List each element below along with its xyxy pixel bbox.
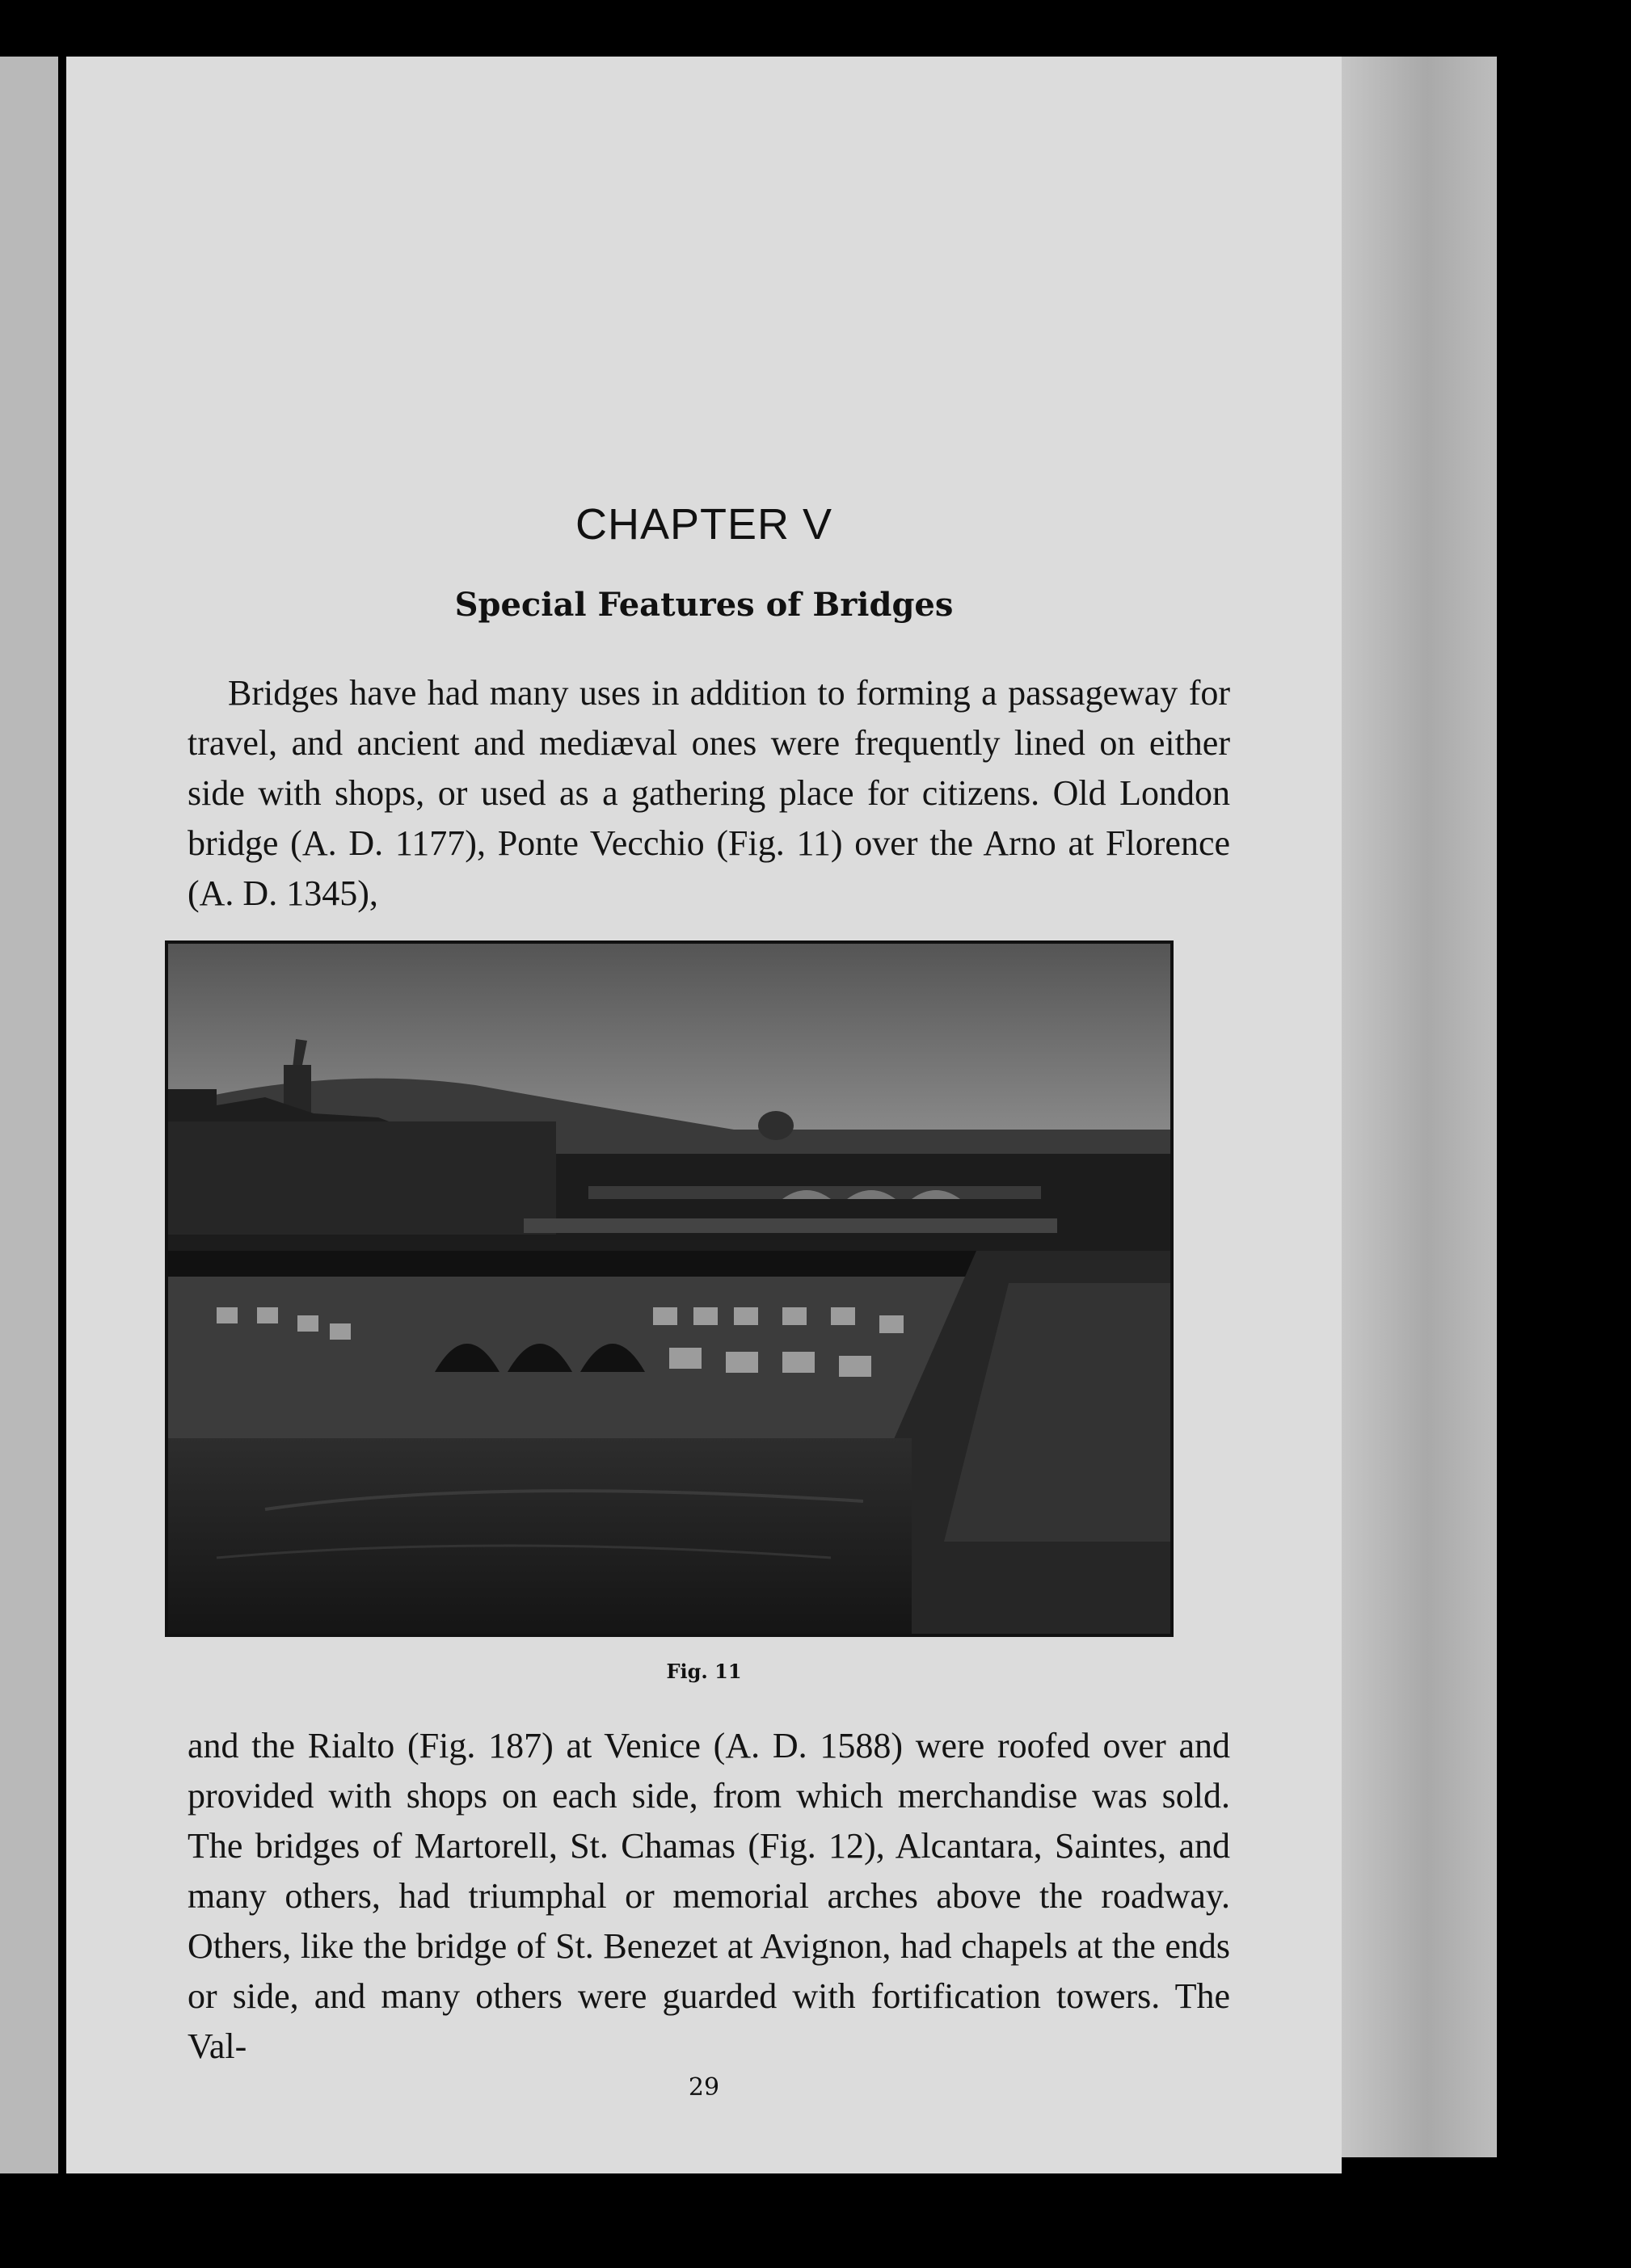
body-paragraph-1: Bridges have had many uses in addition to forming a passageway for travel, and ancient and mediæval ones were frequently lined on either side with shops, or used as a gathering place for citizens. Old London bridge (A. D. 1177), Ponte Vecchio (Fig. 11) over the Arno at Florence (A. D. 1345), xyxy=(188,673,1230,913)
chapter-heading: CHAPTER V xyxy=(575,500,833,549)
bridge-photograph xyxy=(165,940,1174,1637)
book-page xyxy=(66,57,1342,2173)
section-title: Special Features of Bridges xyxy=(454,586,954,624)
body-paragraph-2: and the Rialto (Fig. 187) at Venice (A. D. 1588) were roofed over and provided with shops on each side, from which merchandise was sold. The bridges of Martorell, St. Chamas (Fig. 12), Alcantara, Saintes, and many others, had triumphal or memorial arches above the roadway. Others, like the bridge of St. Benezet at Avignon, had chapels at the ends or side, and many others were guarded with fortification towers. The Val- xyxy=(188,1726,1230,2066)
page-edge-shadow xyxy=(1342,57,1497,2157)
page-number: 29 xyxy=(688,2073,720,2102)
figure-caption: Fig. 11 xyxy=(666,1660,742,1683)
ponte-vecchio-photo xyxy=(168,944,1170,1634)
facing-page-edge xyxy=(0,57,58,2173)
